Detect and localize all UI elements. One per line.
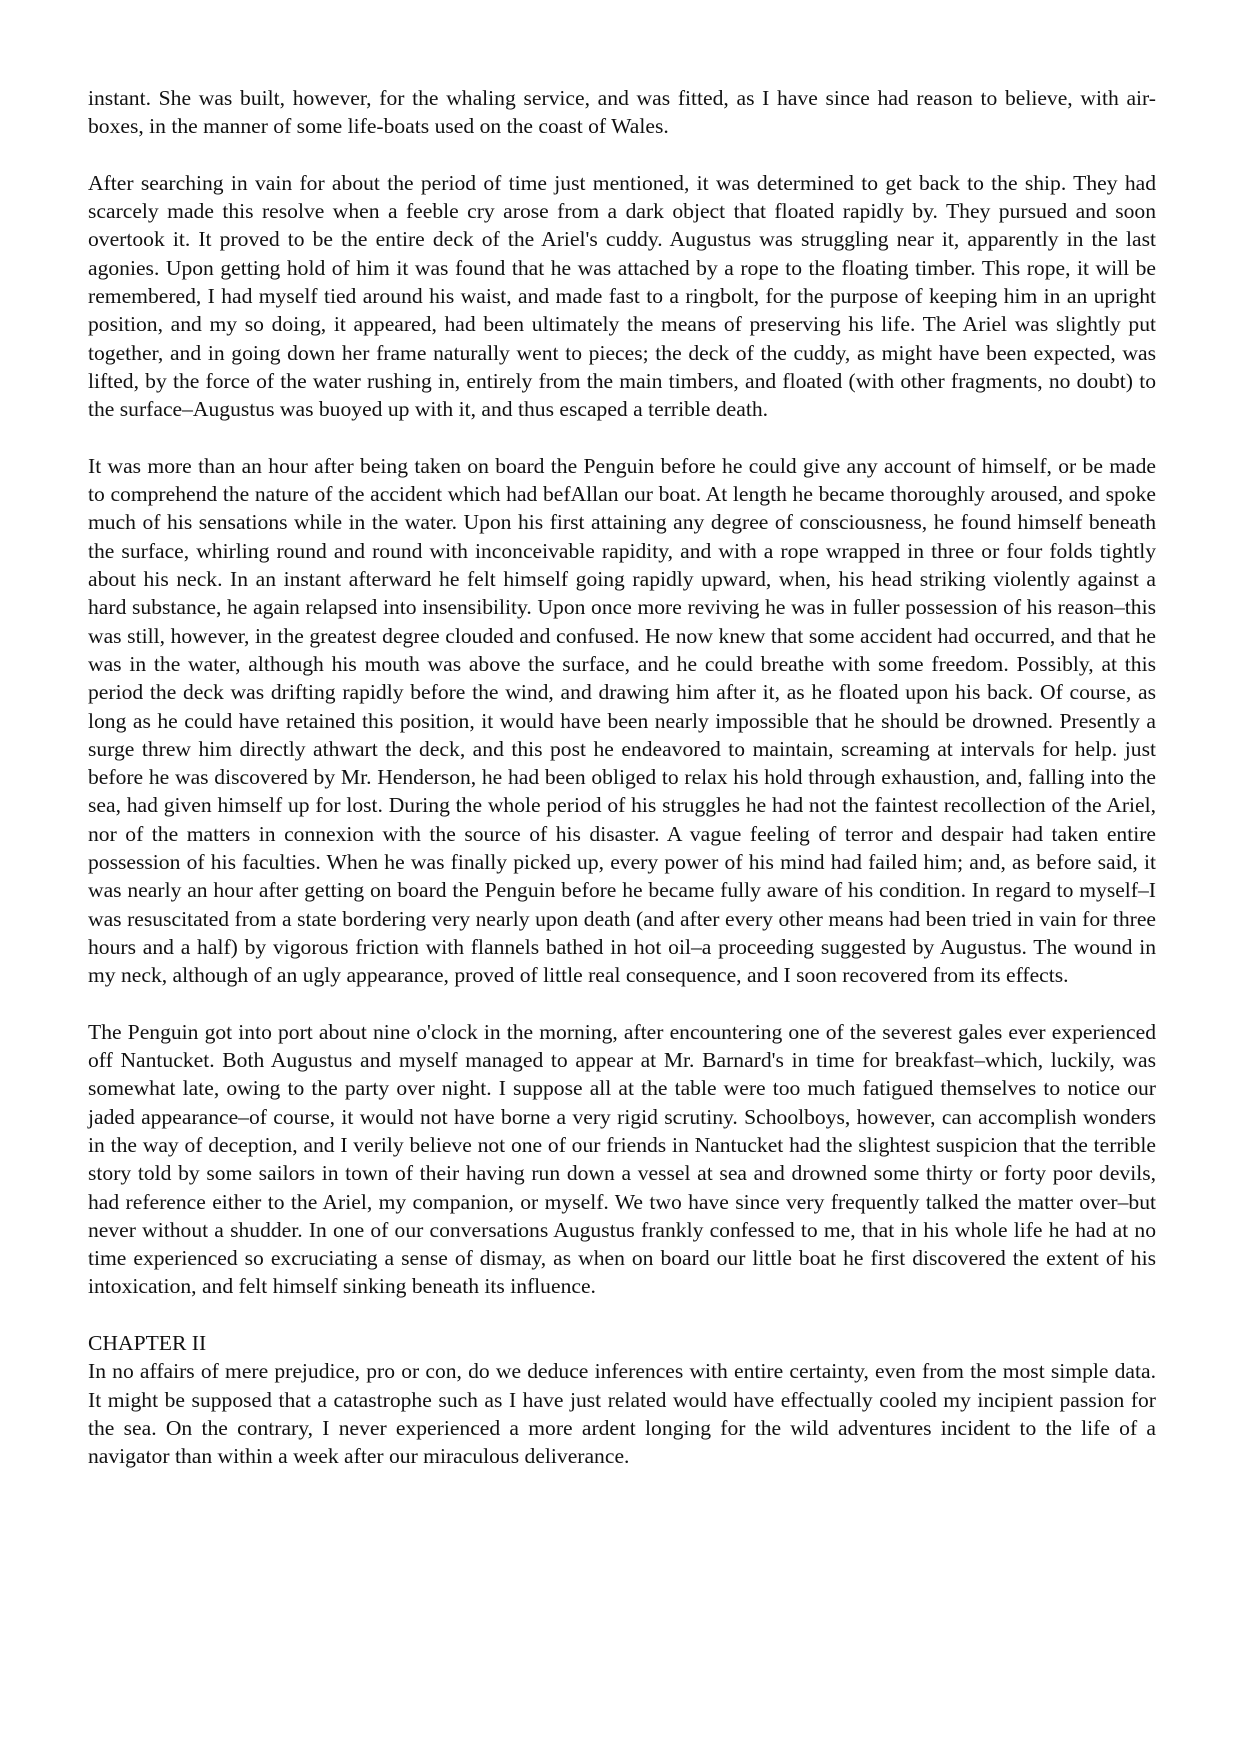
chapter-paragraph: In no affairs of mere prejudice, pro or con, do we deduce inferences with entire certainty, even from the most simple data. It might be supposed that a catastrophe such as I have just related would have effectually cooled my incipient passion for the sea. On the contrary, I never experienced a more ardent longing for the wild adventures incident to the life of a navigator than within a week after our miraculous deliverance. (88, 1359, 1156, 1469)
paragraph-2: After searching in vain for about the period of time just mentioned, it was determined to get back to the ship. They had scarcely made this resolve when a feeble cry arose from a dark object that floated rapidly by. They pursued and soon overtook it. It proved to be the entire deck of the Ariel's cuddy. Augustus was struggling near it, apparently in the last agonies. Upon getting hold of him it was found that he was attached by a rope to the floating timber. This rope, it will be remembered, I had myself tied around his waist, and made fast to a ringbolt, for the purpose of keeping him in an upright position, and my so doing, it appeared, had been ultimately the means of preserving his life. The Ariel was slightly put together, and in going down her frame naturally went to pieces; the deck of the cuddy, as might have been expected, was lifted, by the force of the water rushing in, entirely from the main timbers, and floated (with other fragments, no doubt) to the surface–Augustus was buoyed up with it, and thus escaped a terrible death. (88, 170, 1156, 422)
chapter-heading: CHAPTER II (88, 1331, 207, 1356)
paragraph-1: instant. She was built, however, for the whaling service, and was fitted, as I have since had reason to believe, with air-boxes, in the manner of some life-boats used on the coast of Wales. (88, 86, 1156, 139)
paragraph-3: It was more than an hour after being taken on board the Penguin before he could give any account of himself, or be made to comprehend the nature of the accident which had befAllan our boat. At length he became thoroughly aroused, and spoke much of his sensations while in the water. Upon his first attaining any degree of consciousness, he found himself beneath the surface, whirling round and round with inconceivable rapidity, and with a rope wrapped in three or four folds tightly about his neck. In an instant afterward he felt himself going rapidly upward, when, his head striking violently against a hard substance, he again relapsed into insensibility. Upon once more reviving he was in fuller possession of his reason–this was still, however, in the greatest degree clouded and confused. He now knew that some accident had occurred, and that he was in the water, although his mouth was above the surface, and he could breathe with some freedom. Possibly, at this period the deck was drifting rapidly before the wind, and drawing him after it, as he floated upon his back. Of course, as long as he could have retained this position, it would have been nearly impossible that he should be drowned. Presently a surge threw him directly athwart the deck, and this post he endeavored to maintain, screaming at intervals for help. just before he was discovered by Mr. Henderson, he had been obliged to relax his hold through exhaustion, and, falling into the sea, had given himself up for lost. During the whole period of his struggles he had not the faintest recollection of the Ariel, nor of the matters in connexion with the source of his disaster. A vague feeling of terror and despair had taken entire possession of his faculties. When he was finally picked up, every power of his mind had failed him; and, as before said, it was nearly an hour after getting on board the Penguin before he became fully aware of his condition. In regard to myself–I was resuscitated from a state bordering very nearly upon death (and after every other means had been tried in vain for three hours and a half) by vigorous friction with flannels bathed in hot oil–a proceeding suggested by Augustus. The wound in my neck, although of an ugly appearance, proved of little real consequence, and I soon recovered from its effects. (88, 453, 1156, 988)
paragraph-4: The Penguin got into port about nine o'clock in the morning, after encountering one of the severest gales ever experienced off Nantucket. Both Augustus and myself managed to appear at Mr. Barnard's in time for breakfast–which, luckily, was somewhat late, owing to the party over night. I suppose all at the table were too much fatigued themselves to notice our jaded appearance–of course, it would not have borne a very rigid scrutiny. Schoolboys, however, can accomplish wonders in the way of deception, and I verily believe not one of our friends in Nantucket had the slightest suspicion that the terrible story told by some sailors in town of their having run down a vessel at sea and drowned some thirty or forty poor devils, had reference either to the Ariel, my companion, or myself. We two have since very frequently talked the matter over–but never without a shudder. In one of our conversations Augustus frankly confessed to me, that in his whole life he had at no time experienced so excruciating a sense of dismay, as when on board our little boat he first discovered the extent of his intoxication, and felt himself sinking beneath its influence. (88, 1019, 1156, 1299)
document-page (88, 84, 1156, 1471)
